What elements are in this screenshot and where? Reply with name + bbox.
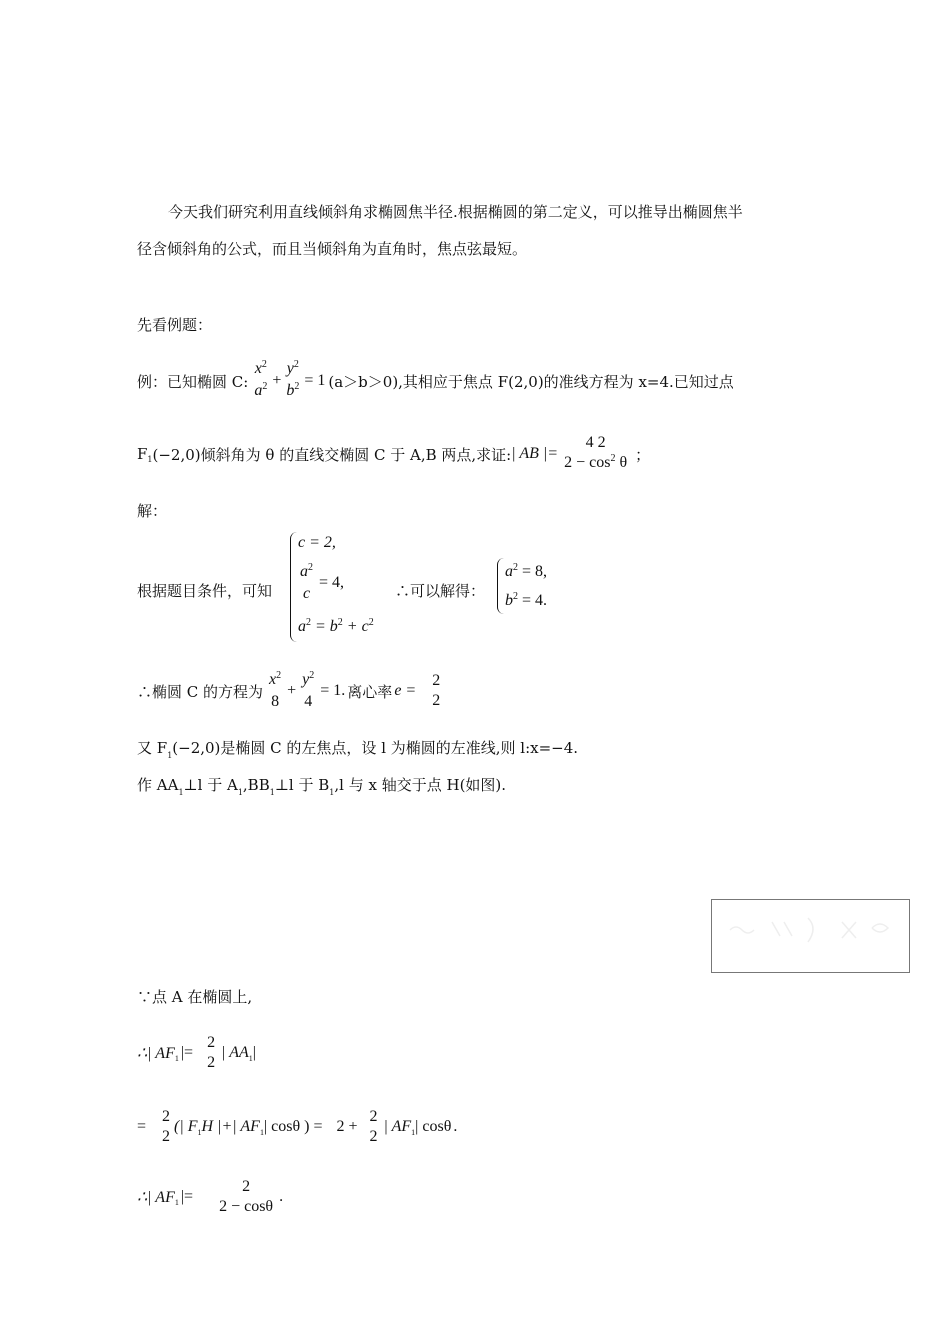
- ellipse-equation-line: ∴椭圆 C 的方程为 $x^2$ 8 + $y^2$ 4 = 1. 离心率 e = 2 2: [137, 670, 441, 710]
- because-line: ∵点 A 在椭圆上,: [137, 988, 253, 1006]
- eccentricity-fraction: 2 2: [432, 672, 441, 709]
- fraction-y2-b2: $y^2$ $b^2$: [286, 359, 300, 399]
- intro-line-2: 径含倾斜角的公式，而且当倾斜角为直角时，焦点弦最短。: [137, 240, 528, 258]
- condition-c: c = 2,: [298, 534, 336, 551]
- step-1-fraction: 2 2: [207, 1034, 216, 1071]
- solution-b2: $b^2 = 4$.: [505, 591, 548, 609]
- figure-image: [711, 899, 910, 973]
- conditions-prefix: 根据题目条件，可知: [137, 582, 273, 600]
- perpendicular-construction-line: 作 $AA_1\perp l$ 于 $A_1,BB_1\perp l$ 于 $B_1,l$ 与 x 轴交于点 H(如图).: [137, 776, 507, 797]
- plus-sign: +: [272, 372, 282, 389]
- step-1: ∴| AF 1 |= 2 2 | AA 1 |: [137, 1034, 256, 1071]
- therefore-solve: ∴可以解得：: [395, 582, 486, 600]
- intro-line-1: 今天我们研究利用直线倾斜角求椭圆焦半径.根据椭圆的第二定义，可以推导出椭圆焦半: [168, 203, 743, 221]
- step-2: = 2 2 (| F 1 H |+| AF 1 | cosθ ) = 2 + 2 2 | AF 1 | cosθ .: [137, 1108, 458, 1145]
- equals-one: = 1: [304, 372, 326, 389]
- example-line-2-text: (−2,0)倾斜角为 θ 的直线交椭圆 C 于 A,B 两点,求证:: [152, 445, 512, 464]
- left-brace-2: [497, 558, 504, 614]
- fraction-y2-4: $y^2$ 4: [302, 670, 315, 710]
- example-prefix: 例：已知椭圆 C:: [137, 372, 249, 391]
- example-line-2: F 1 (−2,0)倾斜角为 θ 的直线交椭圆 C 于 A,B 两点,求证: | AB |= 4 2 $2 - \cos^2 \theta$ ；: [137, 430, 650, 478]
- step-2-fraction-1: 2 2: [162, 1108, 171, 1145]
- step-3: ∴| AF 1 |= 2 2 − cosθ .: [137, 1178, 284, 1215]
- example-line-1: [137, 356, 734, 406]
- solution-a2: $a^2 = 8$,: [505, 562, 548, 580]
- step-3-fraction: 2 2 − cosθ: [219, 1178, 274, 1215]
- fraction-x2-8: $x^2$ 8: [269, 670, 282, 710]
- left-brace-1: [290, 532, 297, 642]
- lead-text: 先看例题：: [137, 316, 213, 334]
- f1-left-focus-line: 又 $F_1(-2,0)$是椭圆 C 的左焦点，设 l 为椭圆的左准线,则 l:x=−4.: [137, 739, 579, 760]
- fraction-x2-a2: $x^2$ $a^2$: [254, 359, 268, 399]
- abs-ab: | AB |=: [511, 445, 559, 462]
- example-suffix: (a＞b＞0),其相应于焦点 F(2,0)的准线方程为 x=4.已知过点: [328, 372, 734, 391]
- faded-figure-graphic: [712, 900, 909, 972]
- condition-a2-over-c: $a^2$ c = 4,: [300, 562, 345, 602]
- condition-relation: $a^2 = b^2 + c^2$: [298, 617, 374, 635]
- solution-label: 解：: [137, 502, 168, 520]
- proof-fraction: 4 2 $2 - \cos^2 \theta$: [564, 434, 628, 471]
- step-2-fraction-2: 2 2: [369, 1108, 378, 1145]
